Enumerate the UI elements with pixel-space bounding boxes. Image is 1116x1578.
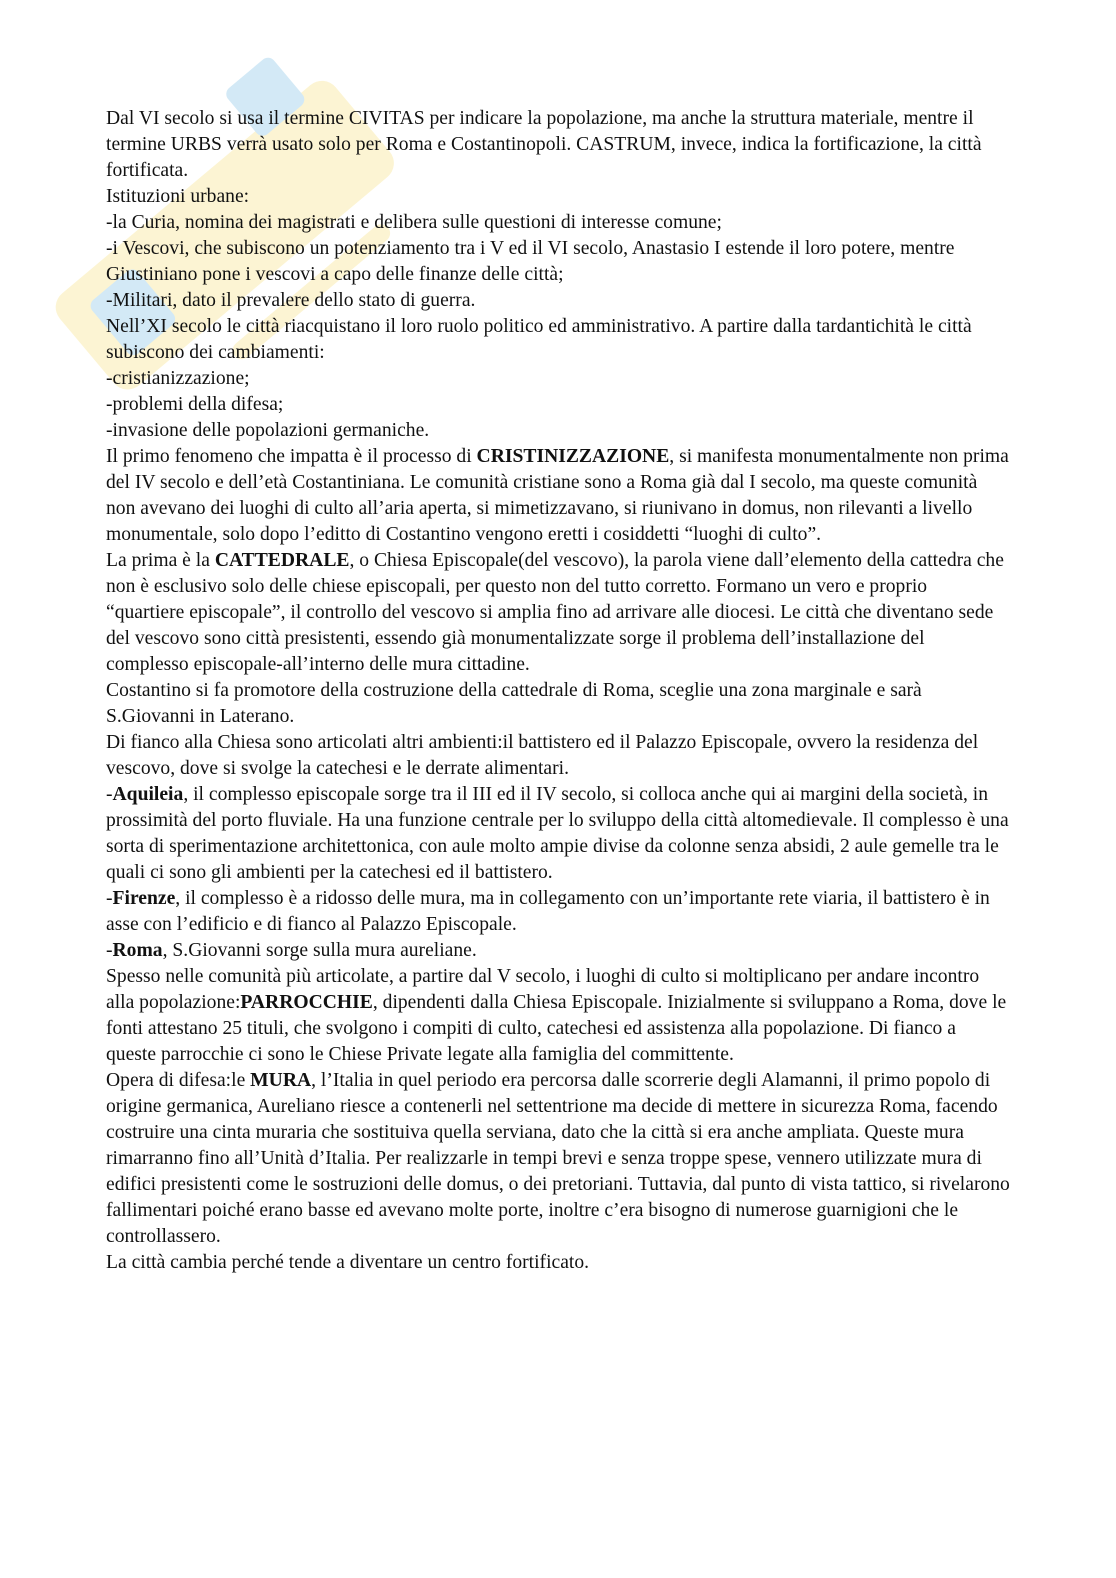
document-body bbox=[106, 106, 1010, 1276]
text-run: Spesso nelle comunità più articolate, a partire dal V secolo, i luoghi di culto si moltiplicano per andare incontro alla popolazione: bbox=[106, 966, 980, 1013]
paragraph bbox=[106, 730, 1010, 782]
paragraph bbox=[106, 210, 1010, 236]
paragraph bbox=[106, 418, 1010, 444]
paragraph bbox=[106, 366, 1010, 392]
paragraph bbox=[106, 548, 1010, 678]
text-run: Il primo fenomeno che impatta è il processo di bbox=[106, 446, 477, 467]
text-run: , o Chiesa Episcopale(del vescovo), la parola viene dall’elemento della cattedra che non è esclusivo solo delle chiese episcopali, per questo non del tutto corretto. Formano un vero e proprio “quartiere episcopale”, il controllo del vescovo si amplia fino ad arrivare alle diocesi. Le città che diventano sede del vescovo sono città presistenti, essendo già monumentalizzate sorge il problema dell’installazione del complesso episcopale-all’interno delle mura cittadine. bbox=[106, 550, 1004, 675]
text-run: La prima è la bbox=[106, 550, 215, 571]
text-run: Opera di difesa:le bbox=[106, 1070, 251, 1091]
paragraph bbox=[106, 184, 1010, 210]
text-run: , dipendenti dalla Chiesa Episcopale. Inizialmente si sviluppano a Roma, dove le fonti attestano 25 tituli, che svolgono i compiti di culto, catechesi ed assistenza alla popolazione. Di fianco a queste parrocchie ci sono le Chiese Private legate alla famiglia del committente. bbox=[106, 992, 1007, 1065]
text-run: Dal VI secolo si usa il termine CIVITAS per indicare la popolazione, ma anche la struttura materiale, mentre il termine URBS verrà usato solo per Roma e Costantinopoli. CASTRUM, invece, indica la fortificazione, la città fortificata. bbox=[106, 108, 982, 181]
paragraph bbox=[106, 964, 1010, 1068]
paragraph bbox=[106, 886, 1010, 938]
paragraph bbox=[106, 1068, 1010, 1250]
paragraph bbox=[106, 314, 1010, 366]
text-run: -cristianizzazione; bbox=[106, 368, 250, 389]
text-run: Costantino si fa promotore della costruzione della cattedrale di Roma, sceglie una zona marginale e sarà S.Giovanni in Laterano. bbox=[106, 680, 922, 727]
text-run: - bbox=[106, 784, 113, 805]
paragraph bbox=[106, 288, 1010, 314]
text-run: , S.Giovanni sorge sulla mura aureliane. bbox=[162, 940, 477, 961]
text-run: Istituzioni urbane: bbox=[106, 186, 250, 207]
text-run: -i Vescovi, che subiscono un potenziamento tra i V ed il VI secolo, Anastasio I estende il loro potere, mentre Giustiniano pone i vescovi a capo delle finanze delle città; bbox=[106, 238, 955, 285]
paragraph bbox=[106, 444, 1010, 548]
paragraph bbox=[106, 782, 1010, 886]
text-run: Nell’XI secolo le città riacquistano il loro ruolo politico ed amministrativo. A partire dalla tardantichità le città subiscono dei cambiamenti: bbox=[106, 316, 972, 363]
text-run: - bbox=[106, 940, 113, 961]
text-run: -la Curia, nomina dei magistrati e delibera sulle questioni di interesse comune; bbox=[106, 212, 722, 233]
paragraph bbox=[106, 106, 1010, 184]
text-run: - bbox=[106, 888, 113, 909]
text-run: , il complesso è a ridosso delle mura, ma in collegamento con un’importante rete viaria, il battistero è in asse con l’edificio e di fianco al Palazzo Episcopale. bbox=[106, 888, 990, 935]
bold-term: PARROCCHIE bbox=[240, 992, 373, 1013]
paragraph bbox=[106, 678, 1010, 730]
bold-term: CATTEDRALE bbox=[214, 550, 350, 571]
text-run: , si manifesta monumentalmente non prima del IV secolo e dell’età Costantiniana. Le comunità cristiane sono a Roma già dal I secolo, ma queste comunità non avevano dei luoghi di culto all’aria aperta, si mimetizzavano, si riunivano in domus, non rilevanti a livello monumentale, solo dopo l’editto di Costantino vengono eretti i cosiddetti “luoghi di culto”. bbox=[106, 446, 1009, 545]
bold-term: CRISTINIZZAZIONE bbox=[476, 446, 670, 467]
text-run: Di fianco alla Chiesa sono articolati altri ambienti:il battistero ed il Palazzo Episcopale, ovvero la residenza del vescovo, dove si svolge la catechesi e le derrate alimentari. bbox=[106, 732, 979, 779]
bold-term: MURA bbox=[250, 1070, 312, 1091]
text-run: La città cambia perché tende a diventare un centro fortificato. bbox=[106, 1252, 590, 1273]
text-run: -invasione delle popolazioni germaniche. bbox=[106, 420, 430, 441]
paragraph bbox=[106, 938, 1010, 964]
bold-term: Roma bbox=[112, 940, 163, 961]
paragraph bbox=[106, 1250, 1010, 1276]
text-run: -problemi della difesa; bbox=[106, 394, 284, 415]
text-run: -Militari, dato il prevalere dello stato di guerra. bbox=[106, 290, 476, 311]
paragraph bbox=[106, 392, 1010, 418]
text-run: , l’Italia in quel periodo era percorsa dalle scorrerie degli Alamanni, il primo popolo di origine germanica, Aureliano riesce a contenerli nel settentrione ma decide di mettere in sicurezza Roma, facendo costruire una cinta muraria che sostituiva quella serviana, dato che la città si era anche ampliata. Queste mura rimarranno fino all’Unità d’Italia. Per realizzarle in tempi brevi e senza troppe spese, vennero utilizzate mura di edifici presistenti come le sostruzioni delle domus, o dei pretoriani. Tuttavia, dal punto di vista tattico, si rivelarono fallimentari poiché erano basse ed avevano molte porte, inoltre c’era bisogno di numerose guarnigioni che le controllassero. bbox=[106, 1070, 1010, 1247]
paragraph bbox=[106, 236, 1010, 288]
bold-term: Firenze bbox=[112, 888, 176, 909]
bold-term: Aquileia bbox=[112, 784, 184, 805]
text-run: , il complesso episcopale sorge tra il III ed il IV secolo, si colloca anche qui ai margini della società, in prossimità del porto fluviale. Ha una funzione centrale per lo sviluppo della città altomedievale. Il complesso è una sorta di sperimentazione architettonica, con aule molto ampie divise da colonne senza absidi, 2 aule gemelle tra le quali ci sono gli ambienti per la catechesi ed il battistero. bbox=[106, 784, 1009, 883]
